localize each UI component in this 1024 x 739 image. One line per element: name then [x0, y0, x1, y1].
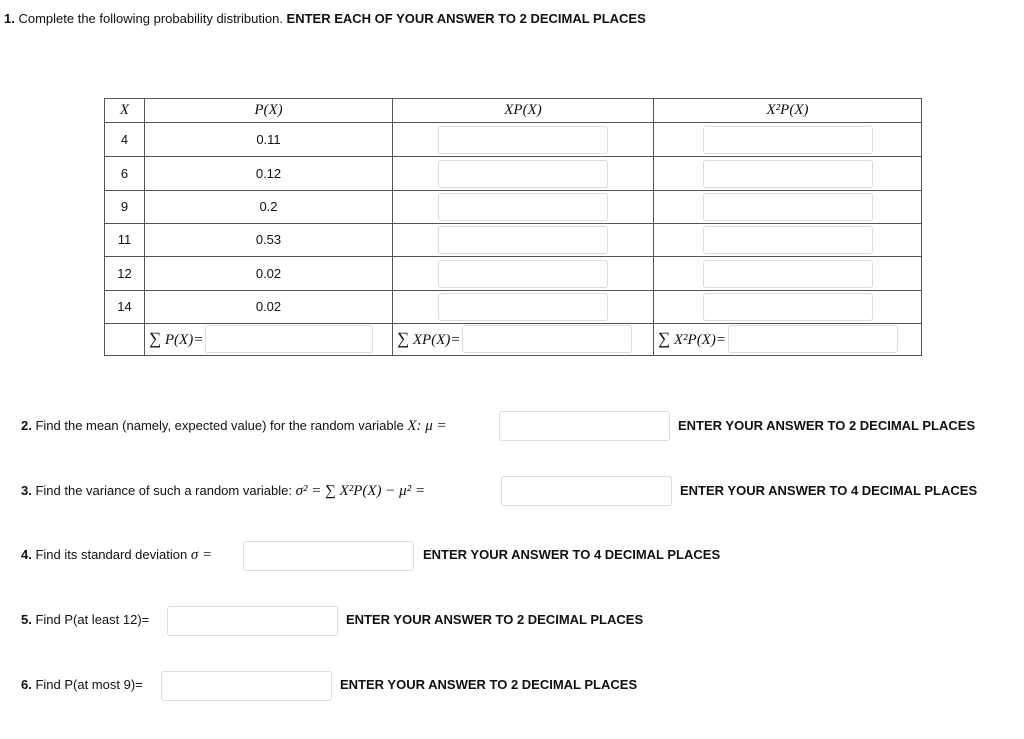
x-value: 11 [105, 223, 145, 256]
xpx-cell [393, 223, 654, 256]
table-row [105, 223, 921, 257]
xpx-cell [393, 157, 654, 190]
question-6-number: 6. [21, 677, 32, 692]
x-value: 12 [105, 257, 145, 290]
x-value: 14 [105, 290, 145, 323]
question-2-text: Find the mean (namely, expected value) for the random variable [31, 418, 408, 433]
x2px-input[interactable] [703, 226, 873, 254]
header-x: X [105, 99, 145, 122]
question-3-note: ENTER YOUR ANSWER TO 4 DECIMAL PLACES [680, 483, 978, 498]
question-6-text: Find P(at most 9)= [31, 677, 143, 692]
x2px-cell [654, 123, 921, 156]
sum-p-label [149, 329, 203, 349]
question-5-note: ENTER YOUR ANSWER TO 2 DECIMAL PLACES [346, 612, 644, 627]
x2px-cell [654, 257, 921, 290]
variance-input[interactable] [501, 476, 672, 506]
x2px-input[interactable] [703, 160, 873, 188]
xpx-cell [393, 190, 654, 223]
table-row [105, 123, 921, 157]
question-3-number: 3. [21, 483, 32, 498]
question-6 [21, 677, 143, 692]
header-xpx: XP(X) [393, 99, 654, 122]
std-dev-input[interactable] [243, 541, 414, 571]
question-1 [4, 11, 646, 26]
sum-p-input[interactable] [205, 325, 373, 353]
distribution-table [104, 98, 922, 356]
x2px-input[interactable] [703, 260, 873, 288]
at-most-9-input[interactable] [161, 671, 332, 701]
question-3-text: Find the variance of such a random variable: [31, 483, 296, 498]
header-px: P(X) [145, 99, 393, 122]
sum-row-blank [105, 323, 145, 355]
sum-xp-input[interactable] [462, 325, 632, 353]
x2px-input[interactable] [703, 126, 873, 154]
question-2-number: 2. [21, 418, 32, 433]
p-value: 0.12 [145, 157, 393, 190]
xpx-input[interactable] [438, 226, 608, 254]
table-row [105, 190, 921, 224]
p-value: 0.53 [145, 223, 393, 256]
xpx-input[interactable] [438, 293, 608, 321]
question-4-text: Find its standard deviation [31, 547, 191, 562]
xpx-cell [393, 123, 654, 156]
sum-xp-label [397, 329, 460, 349]
question-4-note: ENTER YOUR ANSWER TO 4 DECIMAL PLACES [423, 547, 721, 562]
x-value: 6 [105, 157, 145, 190]
question-1-number: 1. [4, 11, 15, 26]
x2px-cell [654, 157, 921, 190]
question-6-note: ENTER YOUR ANSWER TO 2 DECIMAL PLACES [340, 677, 638, 692]
xpx-cell [393, 290, 654, 323]
p-value: 0.02 [145, 290, 393, 323]
question-4-number: 4. [21, 547, 32, 562]
question-1-instruction: ENTER EACH OF YOUR ANSWER TO 2 DECIMAL PLACES [286, 11, 646, 26]
x2px-cell [654, 190, 921, 223]
x2px-input[interactable] [703, 293, 873, 321]
sum-p-label-text: P(X)= [164, 332, 204, 348]
p-value: 0.02 [145, 257, 393, 290]
sum-x2p-cell [654, 323, 921, 355]
sum-x2p-input[interactable] [728, 325, 898, 353]
table-row [105, 257, 921, 291]
x-value: 9 [105, 190, 145, 223]
question-3 [21, 483, 425, 500]
xpx-input[interactable] [438, 193, 608, 221]
x2px-cell [654, 223, 921, 256]
question-1-text: Complete the following probability distribution. [14, 11, 287, 26]
sum-xp-cell [393, 323, 654, 355]
question-3-math: σ² = ∑ X²P(X) − μ² = [295, 483, 426, 499]
sigma-symbol: ∑ [149, 329, 162, 348]
xpx-cell [393, 257, 654, 290]
sigma-symbol: ∑ [658, 329, 671, 348]
table-header-row [105, 99, 921, 123]
at-least-12-input[interactable] [167, 606, 338, 636]
question-5 [21, 612, 149, 627]
mean-input[interactable] [499, 411, 670, 441]
sum-x2p-label-text: X²P(X)= [673, 332, 726, 348]
sigma-symbol: ∑ [397, 329, 410, 348]
table-row [105, 290, 921, 324]
question-2-math: X: μ = [407, 418, 447, 434]
question-4 [21, 547, 212, 564]
header-x2px: X²P(X) [766, 102, 809, 118]
question-2 [21, 418, 447, 435]
xpx-input[interactable] [438, 260, 608, 288]
x2px-input[interactable] [703, 193, 873, 221]
question-4-math: σ = [190, 547, 213, 563]
xpx-input[interactable] [438, 160, 608, 188]
question-2-note: ENTER YOUR ANSWER TO 2 DECIMAL PLACES [678, 418, 976, 433]
p-value: 0.11 [145, 123, 393, 156]
question-5-number: 5. [21, 612, 32, 627]
table-row [105, 157, 921, 191]
x2px-cell [654, 290, 921, 323]
sum-row [105, 323, 921, 355]
p-value: 0.2 [145, 190, 393, 223]
sum-xp-label-text: XP(X)= [412, 332, 461, 348]
xpx-input[interactable] [438, 126, 608, 154]
x-value: 4 [105, 123, 145, 156]
sum-x2p-label [658, 329, 726, 349]
question-5-text: Find P(at least 12)= [31, 612, 150, 627]
sum-p-cell [145, 323, 393, 355]
